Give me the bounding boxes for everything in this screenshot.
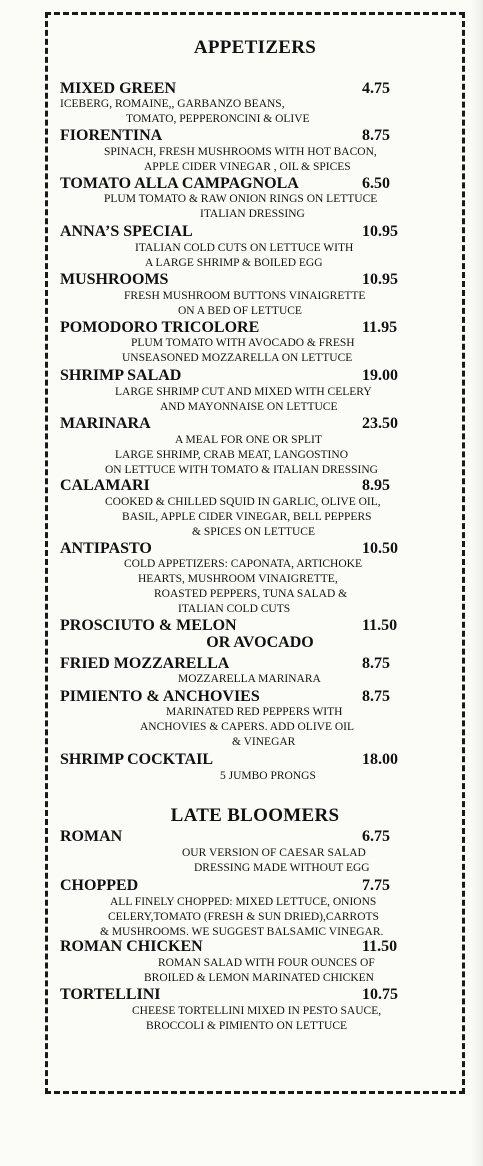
desc-line: ITALIAN COLD CUTS ON LETTUCE WITH (135, 242, 354, 254)
desc-line: ITALIAN DRESSING (200, 208, 305, 220)
desc-line: 5 JUMBO PRONGS (220, 770, 316, 782)
item-desc-fiorentina (60, 145, 460, 175)
item-desc-roman-chicken (60, 956, 460, 986)
item-desc-mixed-green (60, 97, 460, 127)
item-name-annas-special: ANNA’S SPECIAL (60, 223, 193, 240)
item-price-fried-mozzarella: 8.75 (362, 655, 390, 672)
item-name-roman-chicken: ROMAN CHICKEN (60, 938, 203, 955)
desc-line: A LARGE SHRIMP & BOILED EGG (145, 257, 323, 269)
item-name-calamari: CALAMARI (60, 477, 150, 494)
item-name-tomato-alla-campagnola: TOMATO ALLA CAMPAGNOLA (60, 175, 299, 192)
item-desc-pimiento-anchovies (60, 705, 460, 750)
item-desc-roman (60, 846, 460, 876)
desc-line: BASIL, APPLE CIDER VINEGAR, BELL PEPPERS (122, 511, 372, 523)
item-name-pomodoro-tricolore: POMODORO TRICOLORE (60, 319, 260, 336)
item-name-shrimp-salad: SHRIMP SALAD (60, 367, 182, 384)
item-name-chopped: CHOPPED (60, 877, 139, 894)
page-edge-shadow (471, 0, 483, 1166)
desc-line: LARGE SHRIMP CUT AND MIXED WITH CELERY (115, 386, 372, 398)
item-desc-marinara (60, 433, 460, 478)
item-price-shrimp-cocktail: 18.00 (362, 751, 398, 768)
desc-line: PLUM TOMATO & RAW ONION RINGS ON LETTUCE (104, 193, 378, 205)
item-price-roman: 6.75 (362, 828, 390, 845)
item-price-tortellini: 10.75 (362, 986, 398, 1003)
item-desc-chopped (60, 895, 460, 940)
desc-line: PLUM TOMATO WITH AVOCADO & FRESH (131, 337, 355, 349)
desc-line: BROILED & LEMON MARINATED CHICKEN (144, 972, 374, 984)
item-desc-shrimp-cocktail (60, 769, 460, 784)
desc-line: HEARTS, MUSHROOM VINAIGRETTE, (138, 573, 338, 585)
item-price-mixed-green: 4.75 (362, 80, 390, 97)
section-title-late-bloomers: LATE BLOOMERS (170, 805, 340, 826)
desc-line: ON A BED OF LETTUCE (178, 305, 302, 317)
item-desc-annas-special (60, 241, 460, 271)
item-name-mixed-green: MIXED GREEN (60, 80, 177, 97)
item-name-marinara: MARINARA (60, 415, 151, 432)
item-name-antipasto: ANTIPASTO (60, 540, 152, 557)
desc-line: & MUSHROOMS. WE SUGGEST BALSAMIC VINEGAR. (100, 926, 384, 938)
desc-line: AND MAYONNAISE ON LETTUCE (160, 401, 338, 413)
item-price-antipasto: 10.50 (362, 540, 398, 557)
item-desc-tomato-alla-campagnola (60, 192, 460, 222)
item-desc-shrimp-salad (60, 385, 460, 415)
item-name-shrimp-cocktail: SHRIMP COCKTAIL (60, 751, 214, 768)
item-desc-fried-mozzarella (60, 672, 460, 687)
item-price-prosciuto-melon: 11.50 (362, 617, 398, 634)
item-desc-mushrooms (60, 289, 460, 319)
desc-line: TOMATO, PEPPERONCINI & OLIVE (126, 113, 310, 125)
item-desc-calamari (60, 495, 460, 540)
item-desc-pomodoro-tricolore (60, 336, 460, 366)
desc-line: FRESH MUSHROOM BUTTONS VINAIGRETTE (124, 290, 366, 302)
item-name-fried-mozzarella: FRIED MOZZARELLA (60, 655, 230, 672)
desc-line: MOZZARELLA MARINARA (178, 673, 321, 685)
desc-line: DRESSING MADE WITHOUT EGG (194, 862, 370, 874)
item-name-tortellini: TORTELLINI (60, 986, 161, 1003)
item-price-chopped: 7.75 (362, 877, 390, 894)
item-name-fiorentina: FIORENTINA (60, 127, 163, 144)
item-price-tomato-alla-campagnola: 6.50 (362, 175, 390, 192)
desc-line: ON LETTUCE WITH TOMATO & ITALIAN DRESSING (105, 464, 378, 476)
item-name-roman: ROMAN (60, 828, 123, 845)
item-price-mushrooms: 10.95 (362, 271, 398, 288)
desc-line: BROCCOLI & PIMIENTO ON LETTUCE (146, 1020, 348, 1032)
item-price-marinara: 23.50 (362, 415, 398, 432)
desc-line: ICEBERG, ROMAINE,, GARBANZO BEANS, (60, 98, 285, 110)
desc-line: ANCHOVIES & CAPERS. ADD OLIVE OIL (140, 721, 355, 733)
desc-line: COLD APPETIZERS: CAPONATA, ARTICHOKE (124, 558, 362, 570)
desc-line: ROASTED PEPPERS, TUNA SALAD & (154, 588, 348, 600)
desc-line: ROMAN SALAD WITH FOUR OUNCES OF (158, 957, 375, 969)
desc-line: SPINACH, FRESH MUSHROOMS WITH HOT BACON, (104, 146, 377, 158)
desc-line: OUR VERSION OF CAESAR SALAD (182, 847, 366, 859)
desc-line: LARGE SHRIMP, CRAB MEAT, LANGOSTINO (115, 449, 348, 461)
desc-line: ALL FINELY CHOPPED: MIXED LETTUCE, ONIONS (110, 896, 377, 908)
item-price-shrimp-salad: 19.00 (362, 367, 398, 384)
desc-line: COOKED & CHILLED SQUID IN GARLIC, OLIVE OIL, (105, 496, 381, 508)
item-price-pimiento-anchovies: 8.75 (362, 688, 390, 705)
desc-line: CELERY,TOMATO (FRESH & SUN DRIED),CARROTS (108, 911, 379, 923)
item-name-mushrooms: MUSHROOMS (60, 271, 169, 288)
desc-line: MARINATED RED PEPPERS WITH (166, 706, 343, 718)
item-name-pimiento-anchovies: PIMIENTO & ANCHOVIES (60, 688, 260, 705)
item-name-prosciuto-melon: PROSCIUTO & MELON (60, 617, 237, 634)
item-name-or-avocado: OR AVOCADO (206, 634, 314, 651)
desc-line: UNSEASONED MOZZARELLA ON LETTUCE (122, 352, 353, 364)
desc-line: & VINEGAR (232, 736, 296, 748)
desc-line: ITALIAN COLD CUTS (178, 603, 291, 615)
item-price-calamari: 8.95 (362, 477, 390, 494)
item-price-pomodoro-tricolore: 11.95 (362, 319, 398, 336)
desc-line: CHEESE TORTELLINI MIXED IN PESTO SAUCE, (132, 1005, 382, 1017)
desc-line: A MEAL FOR ONE OR SPLIT (175, 434, 322, 446)
item-price-annas-special: 10.95 (362, 223, 398, 240)
section-title-appetizers: APPETIZERS (193, 37, 317, 58)
item-desc-antipasto (60, 557, 460, 617)
item-price-roman-chicken: 11.50 (362, 938, 398, 955)
desc-line: APPLE CIDER VINEGAR , OIL & SPICES (144, 161, 351, 173)
item-desc-tortellini (60, 1004, 460, 1034)
desc-line: & SPICES ON LETTUCE (192, 526, 315, 538)
item-price-fiorentina: 8.75 (362, 127, 390, 144)
